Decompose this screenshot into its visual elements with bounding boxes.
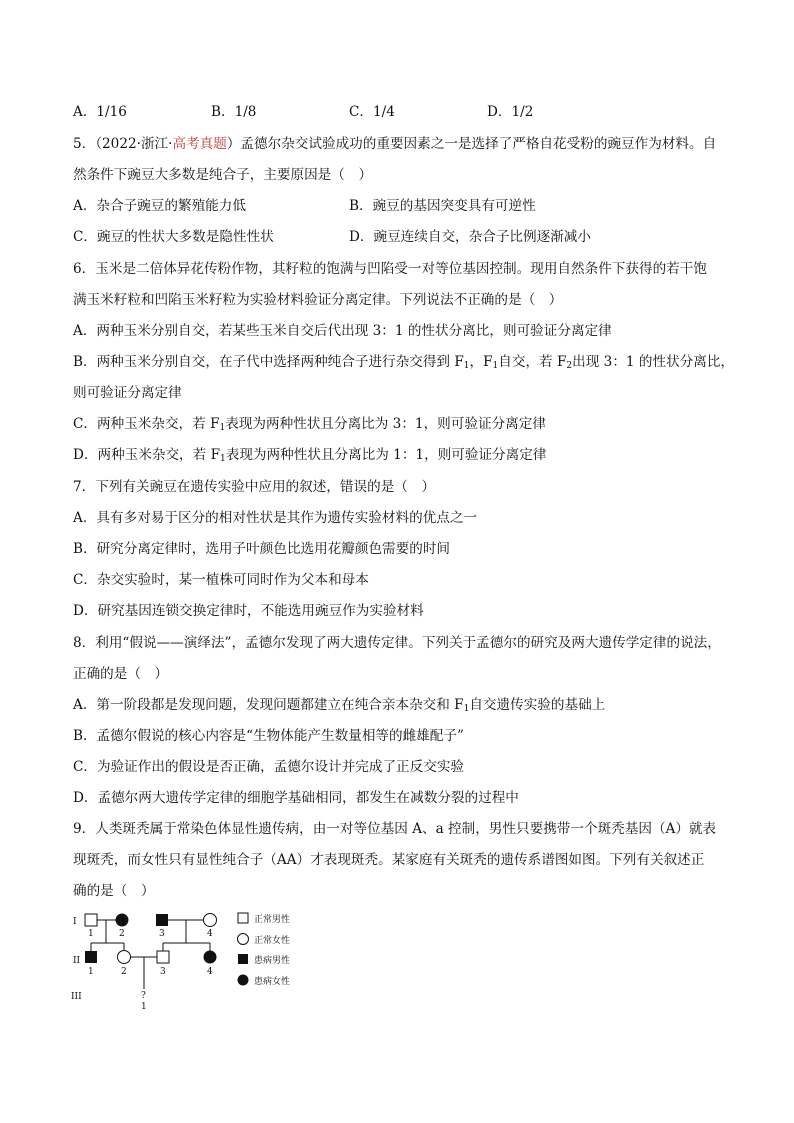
q5-stem-line1 <box>73 134 716 154</box>
q6-option-b-cont: 则可验证分离定律 <box>73 385 182 401</box>
gen2-female-affected-4 <box>204 951 217 964</box>
gen3-num-1: 1 <box>141 1002 147 1012</box>
gen1-male-normal-1 <box>85 914 97 926</box>
gen1-num-4: 4 <box>207 929 213 939</box>
gen3-unknown-child: ? <box>141 991 146 1001</box>
pedigree-chart <box>66 905 316 1020</box>
gen1-female-normal-4 <box>204 914 217 927</box>
q6-stem-line2: 满玉米籽粒和凹陷玉米籽粒为实验材料验证分离定律。下列说法不正确的是（ ） <box>73 292 563 308</box>
q7-option-d: D．研究基因连锁交换定律时，不能选用豌豆作为实验材料 <box>73 603 424 619</box>
q5-stem-line2: 然条件下豌豆大多数是纯合子，主要原因是（ ） <box>73 167 373 183</box>
gen2-male-normal-3 <box>157 951 169 963</box>
q5-stem-text: ）孟德尔杂交试验成功的重要因素之一是选择了严格自花受粉的豌豆作为材料。自 <box>226 136 717 152</box>
q4-option-b: B．1/8 <box>211 104 257 120</box>
gen1-num-2: 2 <box>119 929 125 939</box>
gen-label-2: II <box>73 956 81 966</box>
q5-option-d: D．豌豆连续自交，杂合子比例逐渐减小 <box>349 229 591 245</box>
q4-option-a: A．1/16 <box>73 104 127 120</box>
q7-stem: 7．下列有关豌豆在遗传实验中应用的叙述，错误的是（ ） <box>73 479 436 495</box>
q5-option-b: B．豌豆的基因突变具有可逆性 <box>349 198 536 214</box>
q7-option-a: A．具有多对易于区分的相对性状是其作为遗传实验材料的优点之一 <box>73 510 478 526</box>
q8-option-b: B．孟德尔假说的核心内容是“生物体能产生数量相等的雌雄配子” <box>73 728 464 744</box>
legend-normal-male-icon <box>238 913 248 923</box>
gen2-female-normal-2 <box>118 951 131 964</box>
q5-option-a: A．杂合子豌豆的繁殖能力低 <box>73 198 246 214</box>
q5-source-tag: 高考真题 <box>172 136 227 152</box>
q9-stem-line1: 9．人类斑秃属于常染色体显性遗传病，由一对等位基因 A、a 控制，男性只要携带一个斑秃基因（A）就表 <box>73 821 717 837</box>
q6-stem-line1: 6．玉米是二倍体异花传粉作物，其籽粒的饱满与凹陷受一对等位基因控制。现用自然条件下获得的若干饱 <box>73 261 707 277</box>
q6-option-b: B．两种玉米分别自交，在子代中选择两种纯合子进行杂交得到 $F_1$，$F_1$自交，若 $F_2$出现 3：1 的性状分离比， <box>73 354 735 371</box>
legend-affected-male-icon <box>238 954 248 964</box>
q9-stem-line3: 确的是（ ） <box>73 883 155 899</box>
gen-label-1: I <box>73 917 77 927</box>
gen-label-3: III <box>71 992 82 1002</box>
q5-option-c: C．豌豆的性状大多数是隐性性状 <box>73 229 274 245</box>
legend-affected-female-icon <box>238 975 249 986</box>
q6-option-a: A．两种玉米分别自交，若某些玉米自交后代出现 3：1 的性状分离比，则可验证分离定律 <box>73 323 612 339</box>
legend-affected-female: 患病女性 <box>254 977 291 987</box>
legend-normal-male: 正常男性 <box>254 915 291 925</box>
q4-option-d: D．1/2 <box>487 104 534 120</box>
q4-option-c: C．1/4 <box>349 104 395 120</box>
gen2-male-affected-1 <box>85 951 97 963</box>
q8-option-c: C．为验证作出的假设是否正确，孟德尔设计并完成了正反交实验 <box>73 759 465 775</box>
q9-stem-line2: 现斑秃，而女性只有显性纯合子（AA）才表现斑秃。某家庭有关斑秃的遗传系谱图如图。下列有关叙述正 <box>73 852 705 868</box>
q5-number: 5．（2022·浙江· <box>73 136 173 152</box>
gen2-num-1: 1 <box>88 967 94 977</box>
legend-normal-female: 正常女性 <box>254 936 291 946</box>
gen2-num-2: 2 <box>121 967 127 977</box>
gen1-num-3: 3 <box>159 929 165 939</box>
gen2-num-3: 3 <box>160 967 166 977</box>
q7-option-c: C．杂交实验时，某一植株可同时作为父本和母本 <box>73 572 369 588</box>
gen1-num-1: 1 <box>88 929 94 939</box>
q6-option-d: D．两种玉米杂交，若 $F_1$表现为两种性状且分离比为 1：1，则可验证分离定律 <box>73 447 547 464</box>
q7-option-b: B．研究分离定律时，选用子叶颜色比选用花瓣颜色需要的时间 <box>73 541 451 557</box>
legend-affected-male: 患病男性 <box>254 956 291 966</box>
q8-stem-line2: 正确的是（ ） <box>73 666 169 682</box>
q8-stem-line1: 8．利用“假说——演绎法”，孟德尔发现了两大遗传定律。下列关于孟德尔的研究及两大遗传学定律的说法， <box>73 635 721 651</box>
legend-normal-female-icon <box>238 934 249 945</box>
gen1-female-affected-2 <box>116 914 129 927</box>
q8-option-d: D．孟德尔两大遗传学定律的细胞学基础相同，都发生在减数分裂的过程中 <box>73 790 519 806</box>
gen1-male-affected-3 <box>156 914 168 926</box>
gen2-num-4: 4 <box>207 967 213 977</box>
q6-option-c: C．两种玉米杂交，若 $F_1$表现为两种性状且分离比为 3：1，则可验证分离定律 <box>73 416 546 433</box>
q8-option-a: A．第一阶段都是发现问题，发现问题都建立在纯合亲本杂交和 $F_1$自交遗传实验的基础上 <box>73 697 606 714</box>
